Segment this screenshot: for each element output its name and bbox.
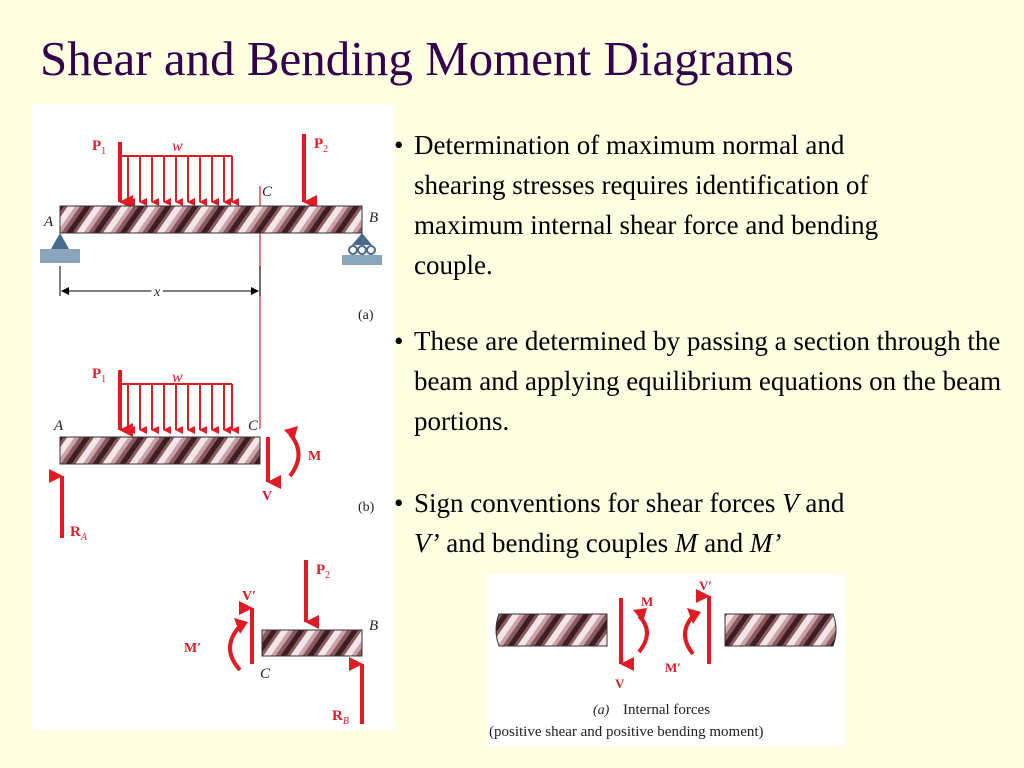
bullet-text-2: These are determined by passing a section through the beam and applying equilibrium equations on the beam portions. [414, 326, 1002, 436]
distributed-load-arrows-b [128, 384, 232, 430]
inset-caption-2: (positive shear and positive bending moment) [489, 724, 764, 740]
beam-c [262, 630, 362, 656]
fig-b-label: (b) [358, 500, 375, 515]
inset-mp-arrow [685, 616, 693, 654]
ra-label: $R_A$ [70, 524, 87, 543]
inset-fig-label: (a) [593, 703, 610, 718]
internal-forces-diagram [487, 574, 845, 746]
b-label-c: B [369, 618, 379, 634]
bullet-item-1 [394, 125, 914, 285]
mp-label: M′ [184, 641, 202, 656]
p1-label-b: $P_1$ [92, 366, 107, 385]
distributed-load-arrows [128, 156, 232, 202]
bullet-text-3b: and bending couples [439, 528, 675, 558]
v-label-b: V [262, 489, 273, 504]
w-label-b: w [172, 369, 183, 386]
symbol-v: V [782, 488, 799, 518]
mp-arrow [230, 626, 240, 670]
slide-title: Shear and Bending Moment Diagrams [40, 31, 794, 86]
beam-diagram [32, 104, 394, 730]
c-label-a: C [262, 184, 273, 200]
vp-label: V′ [242, 589, 257, 604]
c-label-b: C [248, 418, 259, 434]
left-beam-piece [496, 614, 607, 646]
inset-v-label: V [615, 676, 625, 691]
bullet-marker: • [394, 326, 404, 356]
bullet-item-3: • Sign conventions for shear forces V and V’ and bending couples M and M’ [394, 483, 1014, 563]
bullet-marker: • [394, 488, 404, 518]
pin-support-a [40, 233, 80, 263]
bullet-text-3a: Sign conventions for shear forces [414, 488, 783, 518]
internal-forces-figure [487, 574, 845, 746]
p2-label-a: $P_2$ [314, 136, 329, 155]
right-beam-piece [725, 614, 836, 646]
a-label-b: A [54, 418, 64, 434]
bullet-text-1: Determination of maximum normal and shearing stresses requires identification of maximum internal shear force and bending couple. [414, 130, 879, 280]
symbol-m: M [674, 528, 698, 558]
p1-label-a: $P_1$ [92, 138, 107, 157]
inset-caption-1: Internal forces [623, 702, 711, 718]
p2-label-c: $P_2$ [316, 562, 331, 581]
beam-a [60, 206, 362, 233]
m-arrow-b [290, 434, 299, 476]
c-label-c: C [260, 666, 271, 682]
inset-vp-label: V′ [699, 578, 713, 593]
roller-support-b [342, 233, 382, 265]
symbol-vprime: V’ [414, 528, 440, 558]
m-label-b: M [308, 449, 322, 464]
fig-a-label: (a) [358, 308, 374, 323]
inset-mp-label: M′ [665, 660, 681, 675]
inset-m-label: M [641, 594, 654, 609]
b-label-a: B [369, 210, 379, 226]
beam-b [60, 437, 260, 464]
w-label-a: w [172, 138, 183, 155]
beam-figure-panel [32, 104, 394, 730]
symbol-mprime: M’ [749, 528, 782, 558]
bullet-item-2 [394, 321, 1024, 441]
rb-label: $R_B$ [332, 708, 349, 727]
bullet-marker: • [394, 130, 404, 160]
x-label: x [154, 285, 161, 300]
a-label-a: A [44, 214, 54, 230]
